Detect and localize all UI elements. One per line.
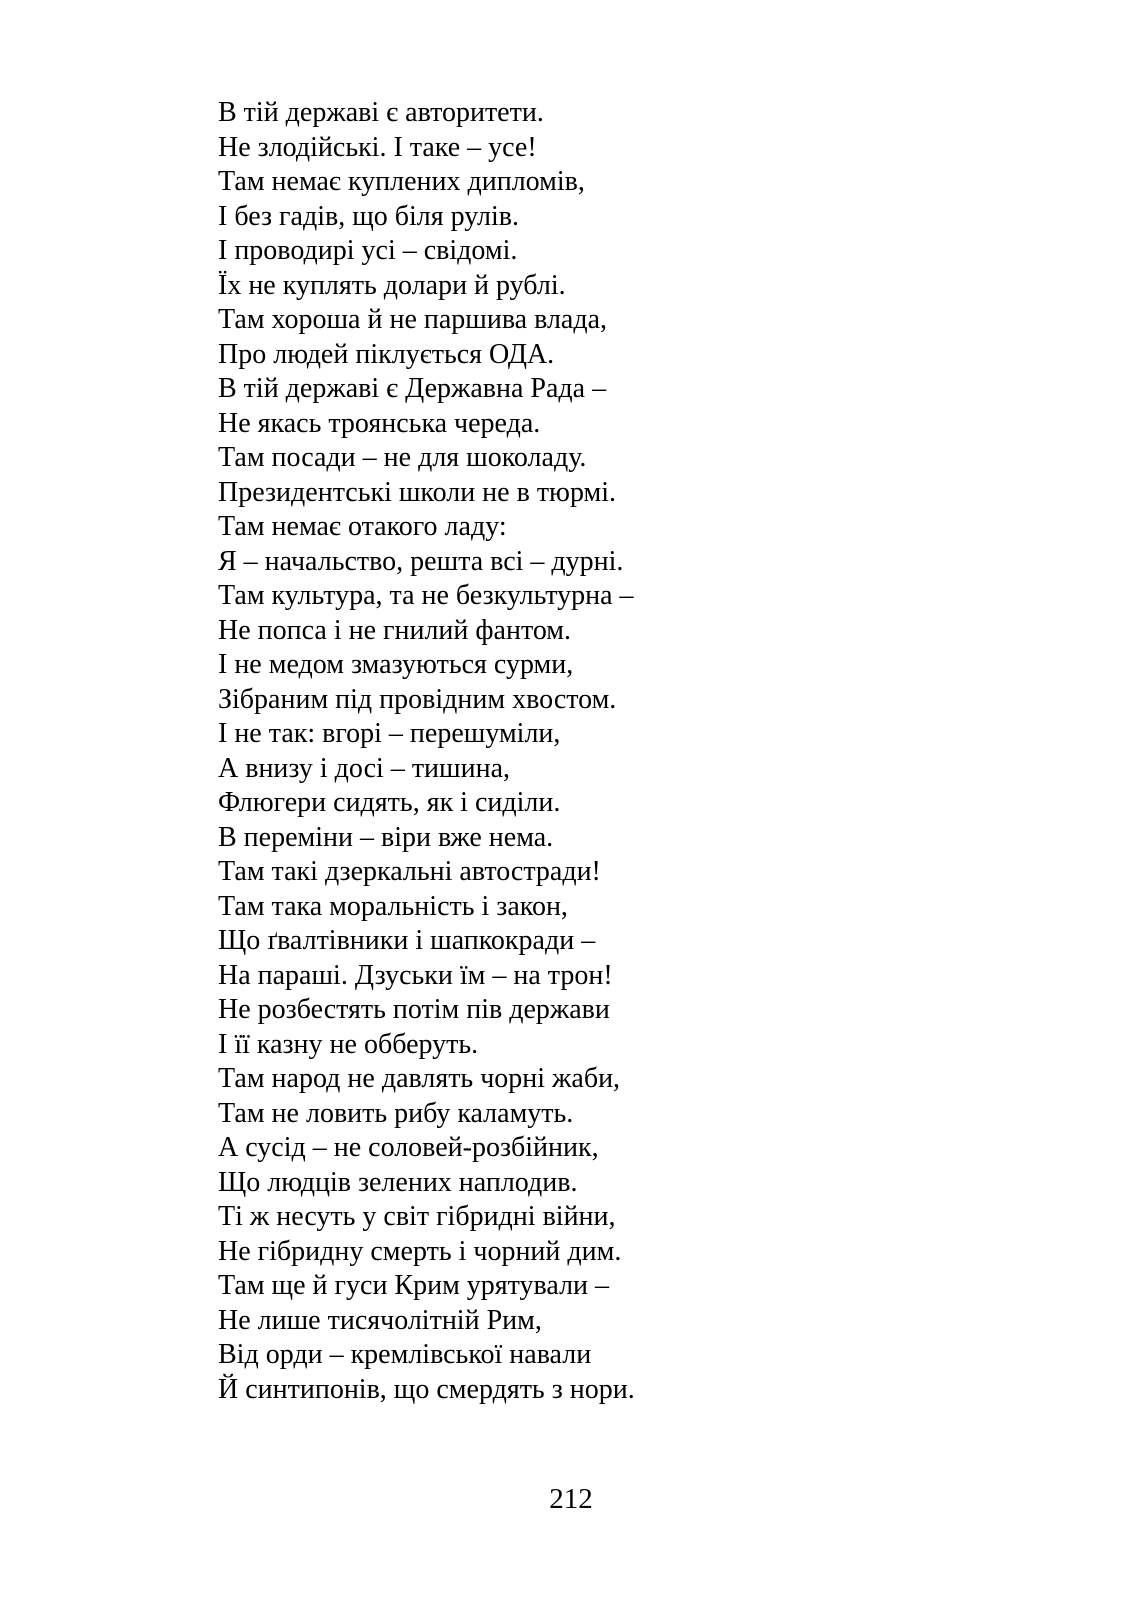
poem-line: Від орди – кремлівської навали xyxy=(218,1339,592,1370)
poem-line: І її казну не обберуть. xyxy=(218,1028,479,1060)
poem-line: В тій державі є авторитети. xyxy=(218,97,544,128)
poem-line: Про людей піклується ОДА. xyxy=(218,338,555,370)
poem-line: І проводирі усі – свідомі. xyxy=(218,235,518,266)
poem-line: Не гібридну смерть і чорний дим. xyxy=(218,1235,622,1267)
poem-line: Там ще й гуси Крим урятували – xyxy=(218,1270,610,1301)
poem-line: Там культура, та не безкультурна – xyxy=(218,580,634,611)
poem-line: Там такі дзеркальні автостради! xyxy=(218,856,601,887)
page-number: 212 xyxy=(549,1483,593,1515)
poem-line: Не розбестять потім пів держави xyxy=(218,994,610,1025)
poem-line: Зібраним під провідним хвостом. xyxy=(218,683,617,715)
poem-line: І не так: вгорі – перешуміли, xyxy=(218,718,561,749)
poem-line: І не медом змазуються сурми, xyxy=(218,649,574,680)
poem-line: Там немає отакого ладу: xyxy=(218,511,507,542)
poem-line: Що ґвалтівники і шапкокради – xyxy=(218,925,596,956)
poem-line: Й синтипонів, що смердять з нори. xyxy=(218,1373,635,1405)
poem-line: Їх не куплять долари й рублі. xyxy=(218,269,566,301)
poem-text xyxy=(218,96,635,1407)
poem-line: Там така моральність і закон, xyxy=(218,890,568,922)
poem-line: В тій державі є Державна Рада – xyxy=(218,373,607,404)
poem-line: Не якась троянська череда. xyxy=(218,407,541,439)
poem-line: Президентські школи не в тюрмі. xyxy=(218,476,617,508)
poem-line: Ті ж несуть у світ гібридні війни, xyxy=(218,1201,616,1232)
poem-line: Флюгери сидять, як і сиділи. xyxy=(218,787,561,818)
poem-line: А сусід – не соловей-розбійник, xyxy=(218,1132,599,1163)
poem-line: І без гадів, що біля рулів. xyxy=(218,200,519,232)
poem-line: Там немає куплених дипломів, xyxy=(218,166,585,197)
poem-line: Не злодійські. І таке – усе! xyxy=(218,131,537,163)
poem-line: В переміни – віри вже нема. xyxy=(218,821,554,853)
poem-line: Там народ не давлять чорні жаби, xyxy=(218,1063,621,1094)
poem-line: Там хороша й не паршива влада, xyxy=(218,304,608,335)
poem-line: Там не ловить рибу каламуть. xyxy=(218,1097,574,1129)
poem-line: Що людців зелених наплодив. xyxy=(218,1166,578,1198)
poem-line: Там посади – не для шоколаду. xyxy=(218,442,587,473)
poem-line: Не лише тисячолітній Рим, xyxy=(218,1304,542,1336)
poem-line: На параші. Дзуськи їм – на трон! xyxy=(218,959,613,991)
poem-line: Не попса і не гнилий фантом. xyxy=(218,614,572,646)
poem-line: А внизу і досі – тишина, xyxy=(218,752,510,784)
poem-line: Я – начальство, решта всі – дурні. xyxy=(218,545,624,577)
